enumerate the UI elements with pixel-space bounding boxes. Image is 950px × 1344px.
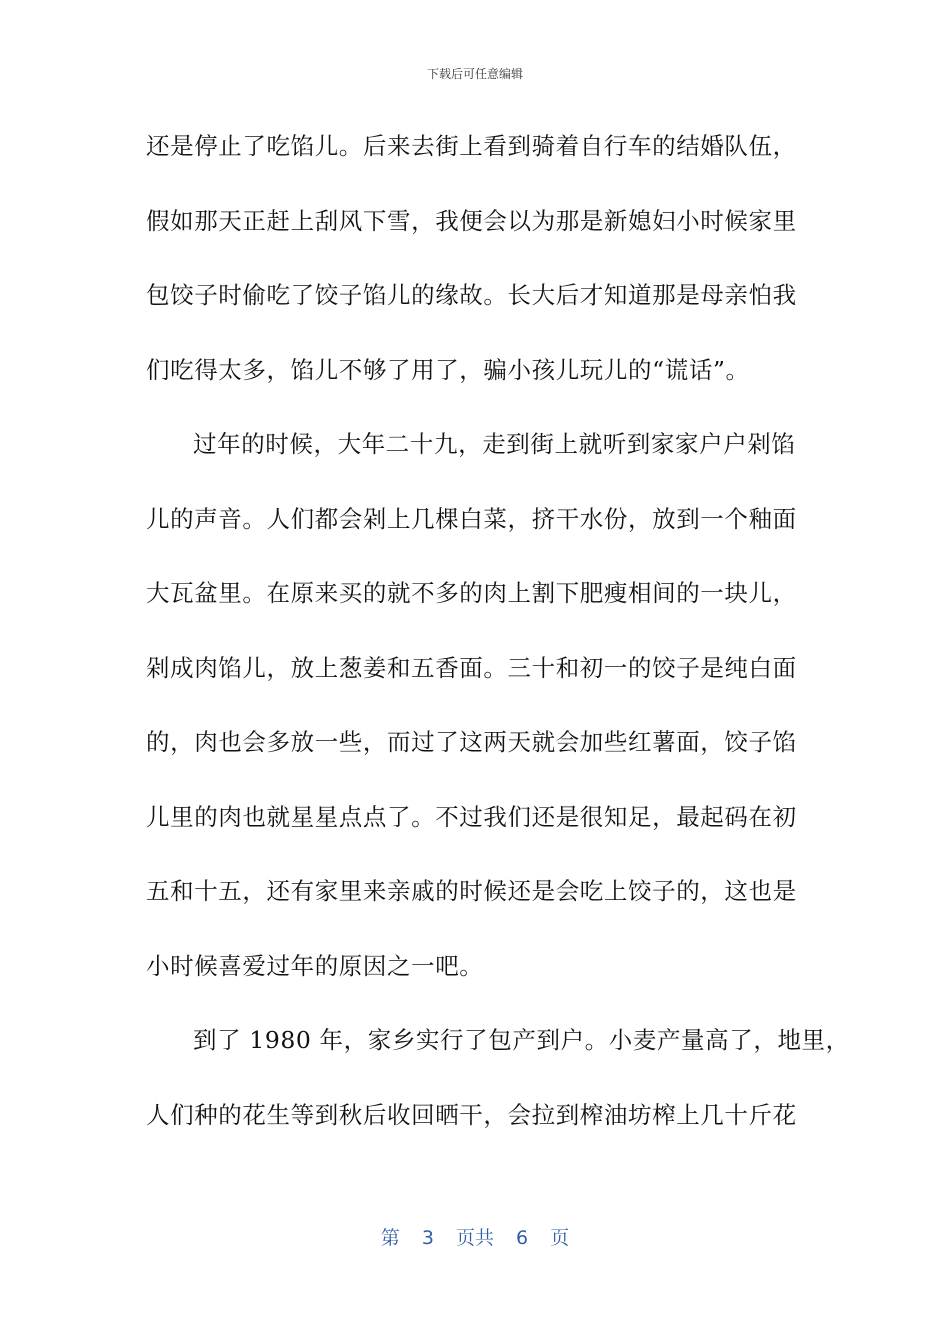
paragraph-line: 假如那天正赶上刮风下雪，我便会以为那是新媳妇小时候家里 bbox=[146, 206, 797, 235]
footer-middle: 页共 bbox=[455, 1227, 494, 1249]
page-header: 下载后可任意编辑 bbox=[426, 67, 523, 81]
paragraph-line: 儿里的肉也就星星点点了。不过我们还是很知足，最起码在初 bbox=[146, 802, 797, 831]
paragraph-line: 五和十五，还有家里来亲戚的时候还是会吃上饺子的，这也是 bbox=[146, 877, 797, 905]
page-number-footer bbox=[0, 1225, 950, 1251]
footer-suffix: 页 bbox=[550, 1227, 570, 1249]
body-text bbox=[146, 124, 850, 1167]
paragraph-line: 人们种的花生等到秋后收回晒干，会拉到榨油坊榨上几十斤花 bbox=[146, 1100, 797, 1129]
paragraph-line: 儿的声音。人们都会剁上几棵白菜，挤干水份，放到一个釉面 bbox=[146, 504, 797, 533]
total-pages-number: 6 bbox=[516, 1227, 529, 1249]
current-page-number: 3 bbox=[421, 1227, 434, 1249]
paragraph-line: 剁成肉馅儿，放上葱姜和五香面。三十和初一的饺子是纯白面 bbox=[146, 653, 797, 682]
paragraph-line: 还是停止了吃馅儿。后来去街上看到骑着自行车的结婚队伍， bbox=[146, 132, 797, 160]
paragraph-line: 包饺子时偷吃了饺子馅儿的缘故。长大后才知道那是母亲怕我 bbox=[146, 281, 797, 309]
paragraph-line: 的，肉也会多放一些，而过了这两天就会加些红薯面，饺子馅 bbox=[146, 728, 797, 756]
paragraph-line: 大瓦盆里。在原来买的就不多的肉上割下肥瘦相间的一块儿， bbox=[146, 579, 797, 607]
paragraph-line: 们吃得太多，馅儿不够了用了，骗小孩儿玩儿的“谎话”。 bbox=[146, 355, 750, 384]
paragraph-line: 小时候喜爱过年的原因之一吧。 bbox=[146, 951, 484, 980]
footer-prefix: 第 bbox=[380, 1227, 400, 1249]
paragraph-line: 到了 1980 年，家乡实行了包产到户。小麦产量高了，地里， bbox=[193, 1026, 850, 1054]
paragraph-line: 过年的时候，大年二十九，走到街上就听到家家户户剁馅 bbox=[193, 430, 796, 458]
